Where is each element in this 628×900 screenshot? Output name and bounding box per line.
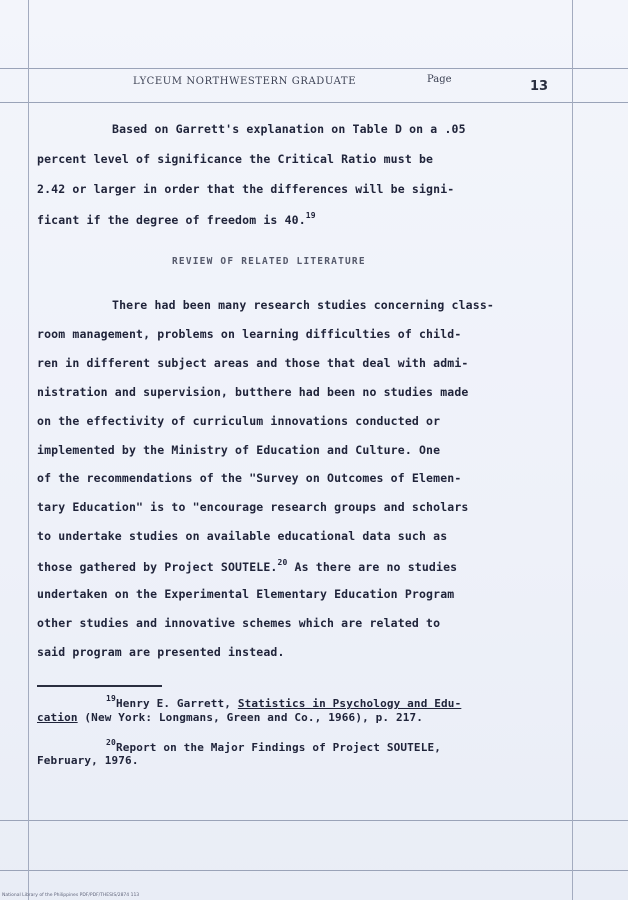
- para2-line-7: of the recommendations of the "Survey on Outcomes of Elemen-: [37, 471, 462, 485]
- para2-line-4: nistration and supervision, butthere had been no studies made: [37, 385, 469, 399]
- page-label: Page: [427, 74, 452, 85]
- para2-line-10: [37, 558, 457, 574]
- footnote-20-number: 20: [106, 738, 116, 747]
- footnote-19-publisher: (New York: Longmans, Green and Co., 1966), p. 217.: [77, 711, 424, 724]
- para2-line-10-a: those gathered by Project SOUTELE.: [37, 560, 278, 574]
- footnote-19-line-2: [37, 711, 423, 724]
- para1-line-2: percent level of significance the Critical Ratio must be: [37, 152, 434, 166]
- para2-line-10-b: As there are no studies: [287, 560, 458, 574]
- para2-line-9: to undertake studies on available educational data such as: [37, 529, 448, 543]
- footnote-ref-19: 19: [305, 211, 316, 220]
- footnote-19-title-a: Statistics in Psychology and Edu-: [237, 697, 462, 710]
- footnote-19-line-1: [106, 694, 461, 710]
- header-rule-2: [0, 102, 628, 103]
- para2-line-11: undertaken on the Experimental Elementary Education Program: [37, 587, 455, 601]
- para2-line-5: on the effectivity of curriculum innovations conducted or: [37, 414, 441, 428]
- para2-line-1: There had been many research studies concerning class-: [112, 298, 494, 312]
- para2-line-8: tary Education" is to "encourage research groups and scholars: [37, 500, 469, 514]
- para1-line-4: [37, 211, 316, 227]
- para2-line-6: implemented by the Ministry of Education and Culture. One: [37, 443, 441, 457]
- para1-line-4-text: ficant if the degree of freedom is 40.: [37, 213, 306, 227]
- running-header-title: LYCEUM NORTHWESTERN GRADUATE: [133, 76, 357, 87]
- left-margin-rule: [28, 0, 29, 900]
- footnote-20-line-2: February, 1976.: [37, 754, 139, 767]
- para2-line-2: room management, problems on learning difficulties of child-: [37, 327, 462, 341]
- footnote-19-author: Henry E. Garrett,: [115, 697, 238, 710]
- section-heading: REVIEW OF RELATED LITERATURE: [172, 256, 366, 267]
- para2-line-12: other studies and innovative schemes which are related to: [37, 616, 441, 630]
- para2-line-13: said program are presented instead.: [37, 645, 285, 659]
- footnote-20-line-1: [106, 738, 441, 754]
- footnote-19-title-b: cation: [37, 711, 78, 724]
- footnote-ref-20: 20: [277, 558, 288, 567]
- footnote-separator: [37, 685, 162, 687]
- header-rule: [0, 68, 628, 69]
- para2-line-3: ren in different subject areas and those that deal with admi-: [37, 356, 469, 370]
- footer-rule-2: [0, 870, 628, 871]
- right-margin-rule: [572, 0, 573, 900]
- para1-line-3: 2.42 or larger in order that the differences will be signi-: [37, 182, 455, 196]
- footnote-19-number: 19: [106, 694, 116, 703]
- page-number: 13: [530, 79, 549, 94]
- para1-line-1: Based on Garrett's explanation on Table D on a .05: [112, 122, 466, 136]
- footer-rule: [0, 820, 628, 821]
- scan-footer: National Library of the Philippines PDF/PDF/THESIS/2874 113: [2, 893, 140, 898]
- footnote-20-text: Report on the Major Findings of Project SOUTELE,: [115, 741, 442, 754]
